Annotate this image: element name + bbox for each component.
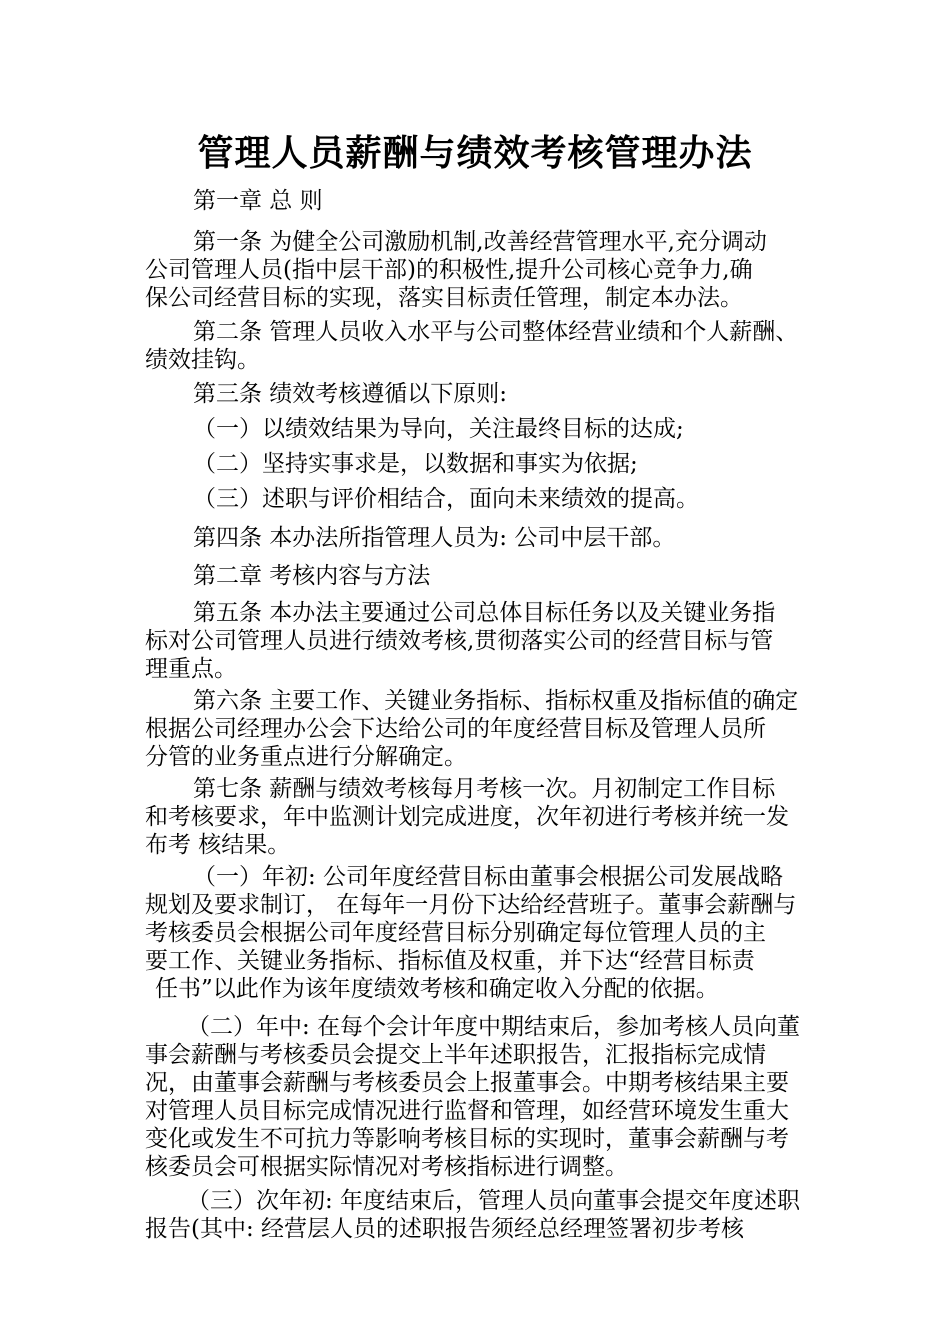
text-line: 核委员会可根据实际情况对考核指标进行调整。 (145, 1154, 628, 1180)
text-line: 第七条 薪酬与绩效考核每月考核一次。月初制定工作目标 (193, 776, 776, 802)
chapter-heading: 第二章 考核内容与方法 (193, 563, 431, 589)
text-line: （二）坚持实事求是，以数据和事实为依据; (193, 451, 638, 477)
text-line: 绩效挂钩。 (145, 347, 260, 373)
page-title: 管理人员薪酬与绩效考核管理办法 (197, 132, 753, 174)
text-line: 第二条 管理人员收入水平与公司整体经营业绩和个人薪酬、 (193, 319, 799, 345)
text-line: 第一条 为健全公司激励机制,改善经营管理水平,充分调动 (193, 229, 767, 255)
text-line: 分管的业务重点进行分解确定。 (145, 744, 467, 770)
text-line: （三）述职与评价相结合，面向未来绩效的提高。 (193, 486, 699, 512)
text-line: 对管理人员目标完成情况进行监督和管理，如经营环境发生重大 (145, 1098, 789, 1124)
text-line: 布考 核结果。 (145, 832, 291, 858)
text-line: 要工作、关键业务指标、指标值及权重，并下达“经营目标责 (145, 948, 755, 974)
text-line: 第三条 绩效考核遵循以下原则: (193, 381, 508, 407)
text-line: 和考核要求，年中监测计划完成进度，次年初进行考核并统一发 (145, 804, 789, 830)
text-line: 第四条 本办法所指管理人员为: 公司中层干部。 (193, 525, 676, 551)
text-line: （一）以绩效结果为导向，关注最终目标的达成; (193, 416, 684, 442)
text-line: 标对公司管理人员进行绩效考核,贯彻落实公司的经营目标与管 (145, 628, 774, 654)
text-line: （三）次年初: 年度结束后，管理人员向董事会提交年度述职 (187, 1188, 801, 1214)
text-line: 规划及要求制订， 在每年一月份下达给经营班子。董事会薪酬与 (145, 892, 797, 918)
text-line: 第五条 本办法主要通过公司总体目标任务以及关键业务指 (193, 600, 776, 626)
text-line: 报告(其中: 经营层人员的述职报告须经总经理签署初步考核 (145, 1216, 745, 1242)
text-line: 事会薪酬与考核委员会提交上半年述职报告，汇报指标完成情 (145, 1042, 766, 1068)
text-line: 公司管理人员(指中层干部)的积极性,提升公司核心竞争力,确 (145, 257, 753, 283)
text-line: 况，由董事会薪酬与考核委员会上报董事会。中期考核结果主要 (145, 1070, 789, 1096)
text-line: （二）年中: 在每个会计年度中期结束后，参加考核人员向董 (187, 1014, 801, 1040)
text-line: （一）年初: 公司年度经营目标由董事会根据公司发展战略 (193, 864, 784, 890)
text-line: 变化或发生不可抗力等影响考核目标的实现时，董事会薪酬与考 (145, 1126, 789, 1152)
text-line: 第六条 主要工作、关键业务指标、指标权重及指标值的确定 (193, 688, 799, 714)
text-line: 任书”以此作为该年度绩效考核和确定收入分配的依据。 (155, 976, 719, 1002)
text-line: 理重点。 (145, 656, 237, 682)
text-line: 保公司经营目标的实现，落实目标责任管理，制定本办法。 (145, 285, 743, 311)
text-line: 根据公司经理办公会下达给公司的年度经营目标及管理人员所 (145, 716, 766, 742)
text-line: 考核委员会根据公司年度经营目标分别确定每位管理人员的主 (145, 920, 766, 946)
chapter-heading: 第一章 总 则 (193, 188, 323, 214)
